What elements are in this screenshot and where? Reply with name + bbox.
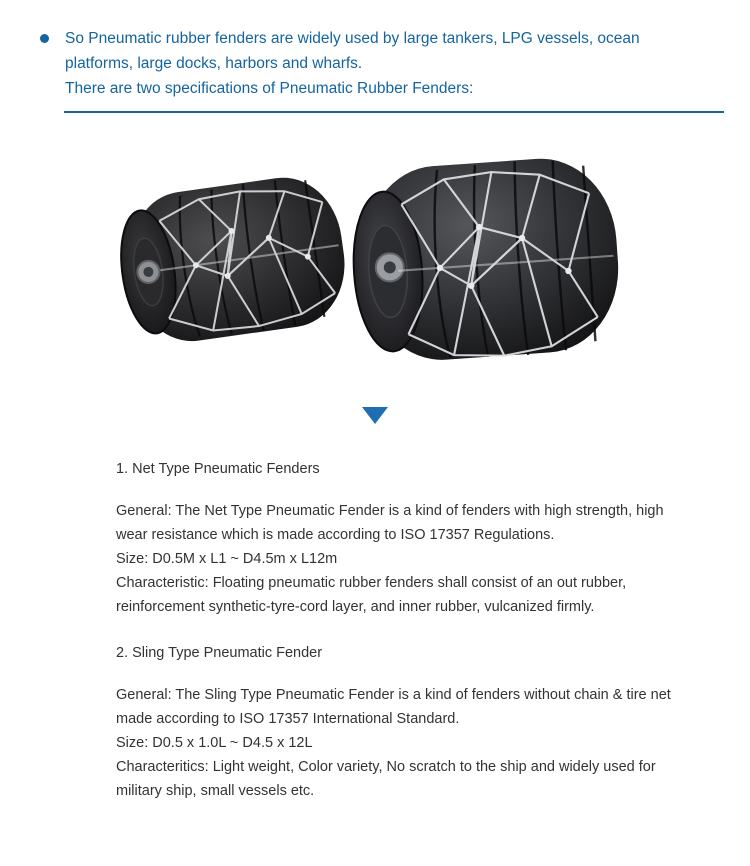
fender-left [112,170,353,349]
fenders-illustration [95,145,655,385]
triangle-down-icon [362,407,388,424]
spec-size: Size: D0.5 x 1.0L ~ D4.5 x 12L [116,735,313,751]
spec-section-sling-type [116,645,692,803]
specifications [0,433,750,803]
spec-characteristic: Characteristic: Floating pneumatic rubber fenders shall consist of an out rubber, reinforcement synthetic-tyre-cord layer, and inner rubber, vulcanized firmly. [116,575,627,615]
arrow-container [0,407,750,433]
spec-title: 1. Net Type Pneumatic Fenders [116,461,320,477]
intro-section [0,0,750,113]
intro-text [65,26,685,101]
intro-row [34,26,692,101]
fender-right [347,154,624,367]
section-divider [64,111,724,113]
spec-section-net-type [116,461,692,619]
intro-line-2: There are two specifications of Pneumatic Rubber Fenders: [65,80,474,97]
spec-characteristic: Characteritics: Light weight, Color variety, No scratch to the ship and widely used for military ship, small vessels etc. [116,759,656,799]
spec-size: Size: D0.5M x L1 ~ D4.5m x L12m [116,551,338,567]
spec-title: 2. Sling Type Pneumatic Fender [116,645,323,661]
intro-line-1: So Pneumatic rubber fenders are widely used by large tankers, LPG vessels, ocean platforms, large docks, harbors and wharfs. [65,30,640,72]
spec-general: General: The Net Type Pneumatic Fender is a kind of fenders with high strength, high wear resistance which is made according to ISO 17357 Regulations. [116,503,664,543]
bullet-dot-icon [40,34,49,43]
product-image [0,145,750,395]
spec-general: General: The Sling Type Pneumatic Fender is a kind of fenders without chain & tire net made according to ISO 17357 International Standard. [116,687,671,727]
